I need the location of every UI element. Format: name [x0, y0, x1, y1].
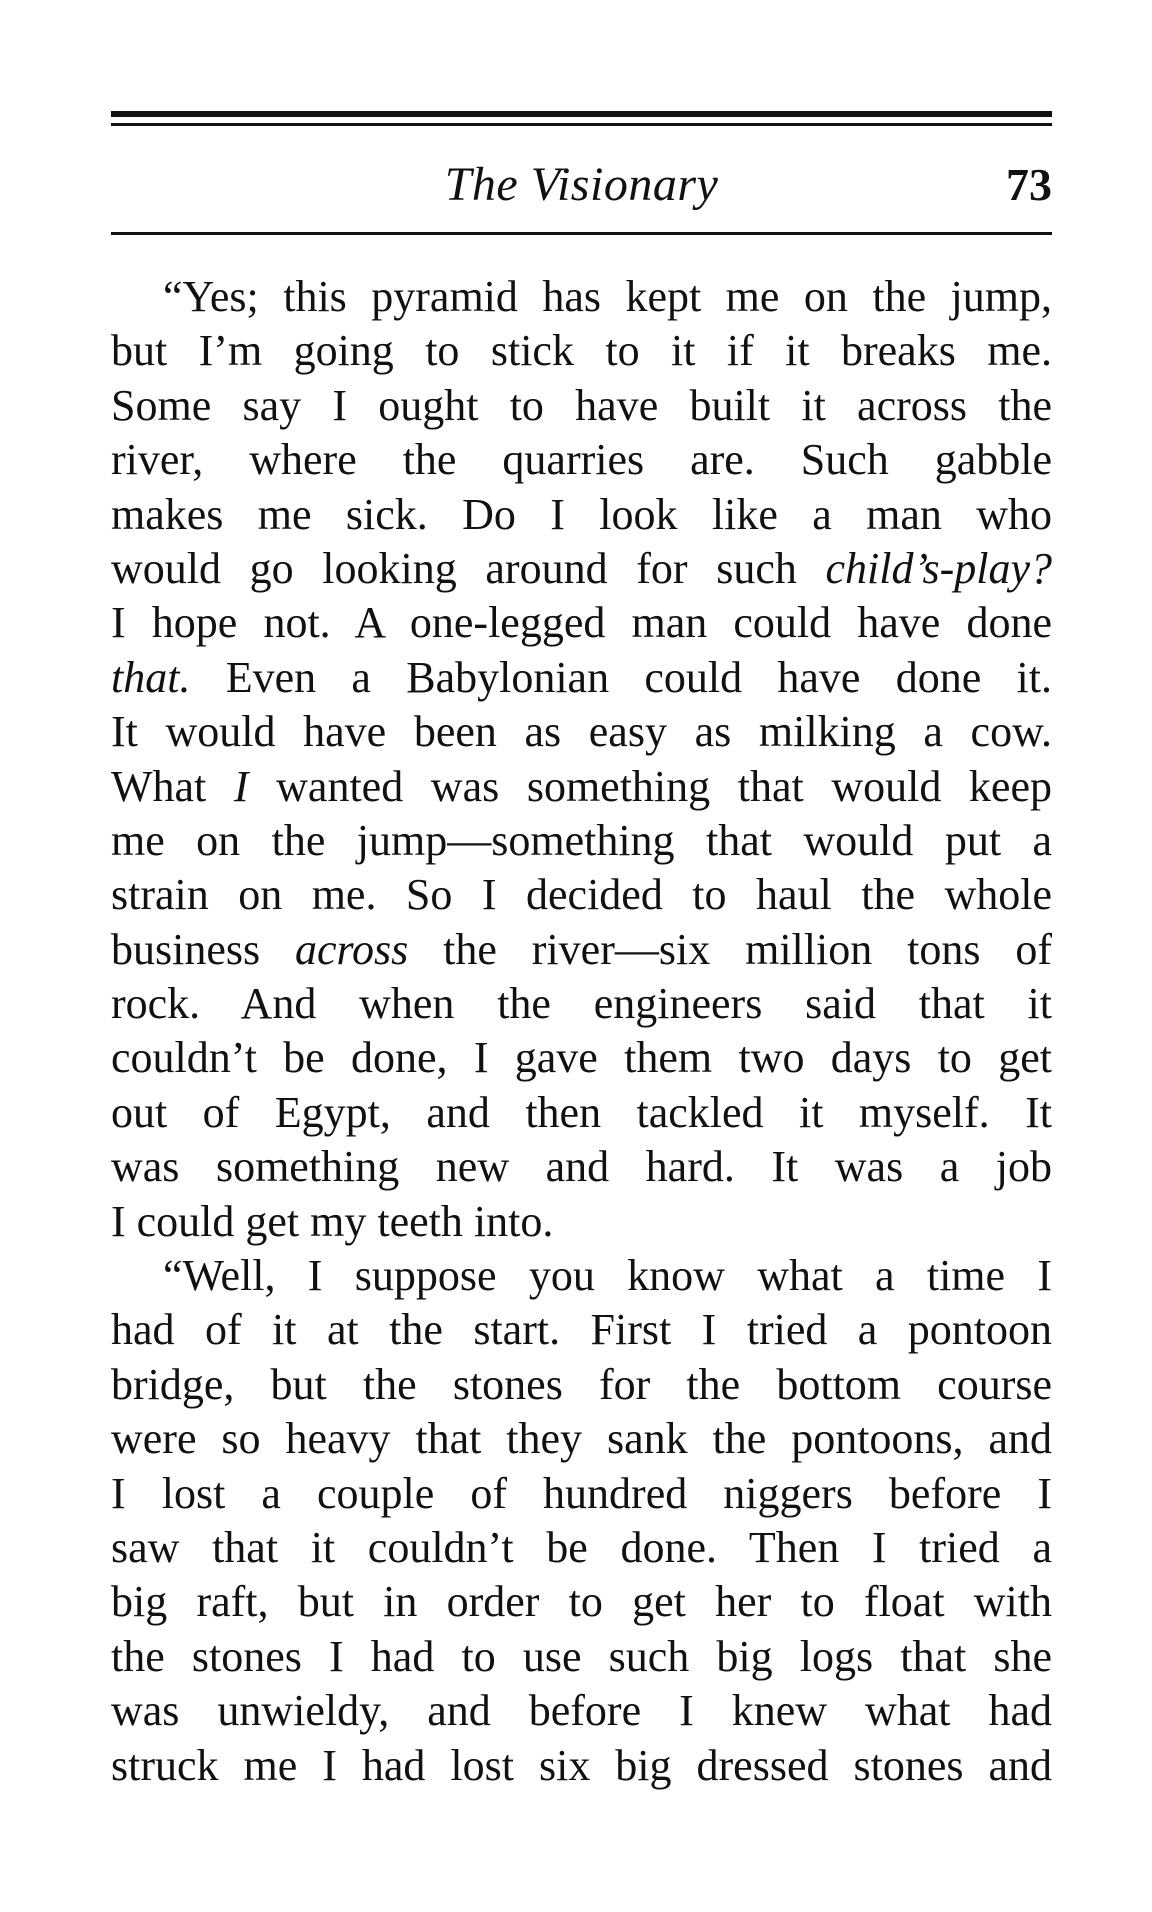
- text-line: saw that it couldn’t be done. Then I tried a: [111, 1522, 1052, 1572]
- body-text: [111, 270, 1052, 1793]
- text-line: rock. And when the engineers said that it: [111, 979, 1052, 1029]
- text-line: I hope not. A one-legged man could have done: [111, 598, 1052, 648]
- text-line: was something new and hard. It was a job: [111, 1142, 1052, 1192]
- text-line: had of it at the start. First I tried a pontoon: [111, 1305, 1052, 1355]
- text-line: but I’m going to stick to it if it breaks me.: [111, 326, 1052, 376]
- italic-text: child’s-play?: [825, 543, 1052, 593]
- italic-text: I: [233, 761, 249, 811]
- text-line: Some say I ought to have built it across the: [111, 380, 1052, 430]
- text-line: business across the river—six million tons of: [111, 924, 1052, 974]
- text-line: were so heavy that they sank the pontoons, and: [111, 1414, 1052, 1464]
- text-line: that. Even a Babylonian could have done it.: [111, 652, 1052, 702]
- text-line: bridge, but the stones for the bottom course: [111, 1359, 1052, 1409]
- header-rule-bottom: [111, 232, 1052, 235]
- text-line: out of Egypt, and then tackled it myself. It: [111, 1087, 1052, 1137]
- text-line: couldn’t be done, I gave them two days to get: [111, 1033, 1052, 1083]
- text-line: What I wanted was something that would keep: [111, 761, 1052, 811]
- text-line: big raft, but in order to get her to float with: [111, 1577, 1052, 1627]
- text-line: It would have been as easy as milking a cow.: [111, 707, 1052, 757]
- text-line: I lost a couple of hundred niggers before I: [111, 1468, 1052, 1518]
- header-rule-thin: [111, 123, 1052, 126]
- text-line: river, where the quarries are. Such gabble: [111, 435, 1052, 485]
- text-line: “Well, I suppose you know what a time I: [163, 1251, 1052, 1301]
- text-line: makes me sick. Do I look like a man who: [111, 489, 1052, 539]
- text-line: struck me I had lost six big dressed stones and: [111, 1740, 1052, 1790]
- text-line: “Yes; this pyramid has kept me on the jump,: [163, 272, 1052, 321]
- text-line: I could get my teeth into.: [111, 1196, 554, 1246]
- text-line: would go looking around for such child’s-play?: [111, 543, 1052, 593]
- italic-text: that.: [111, 652, 191, 702]
- running-title: The Visionary: [444, 158, 719, 211]
- text-line: me on the jump—something that would put a: [111, 815, 1052, 865]
- text-line: the stones I had to use such big logs that she: [111, 1631, 1052, 1681]
- header-rule-thick: [111, 111, 1052, 117]
- italic-text: across: [295, 924, 409, 974]
- running-head: [111, 150, 1052, 220]
- text-line: strain on me. So I decided to haul the whole: [111, 870, 1052, 920]
- page-number: 73: [1006, 159, 1052, 210]
- text-line: was unwieldy, and before I knew what had: [111, 1686, 1052, 1736]
